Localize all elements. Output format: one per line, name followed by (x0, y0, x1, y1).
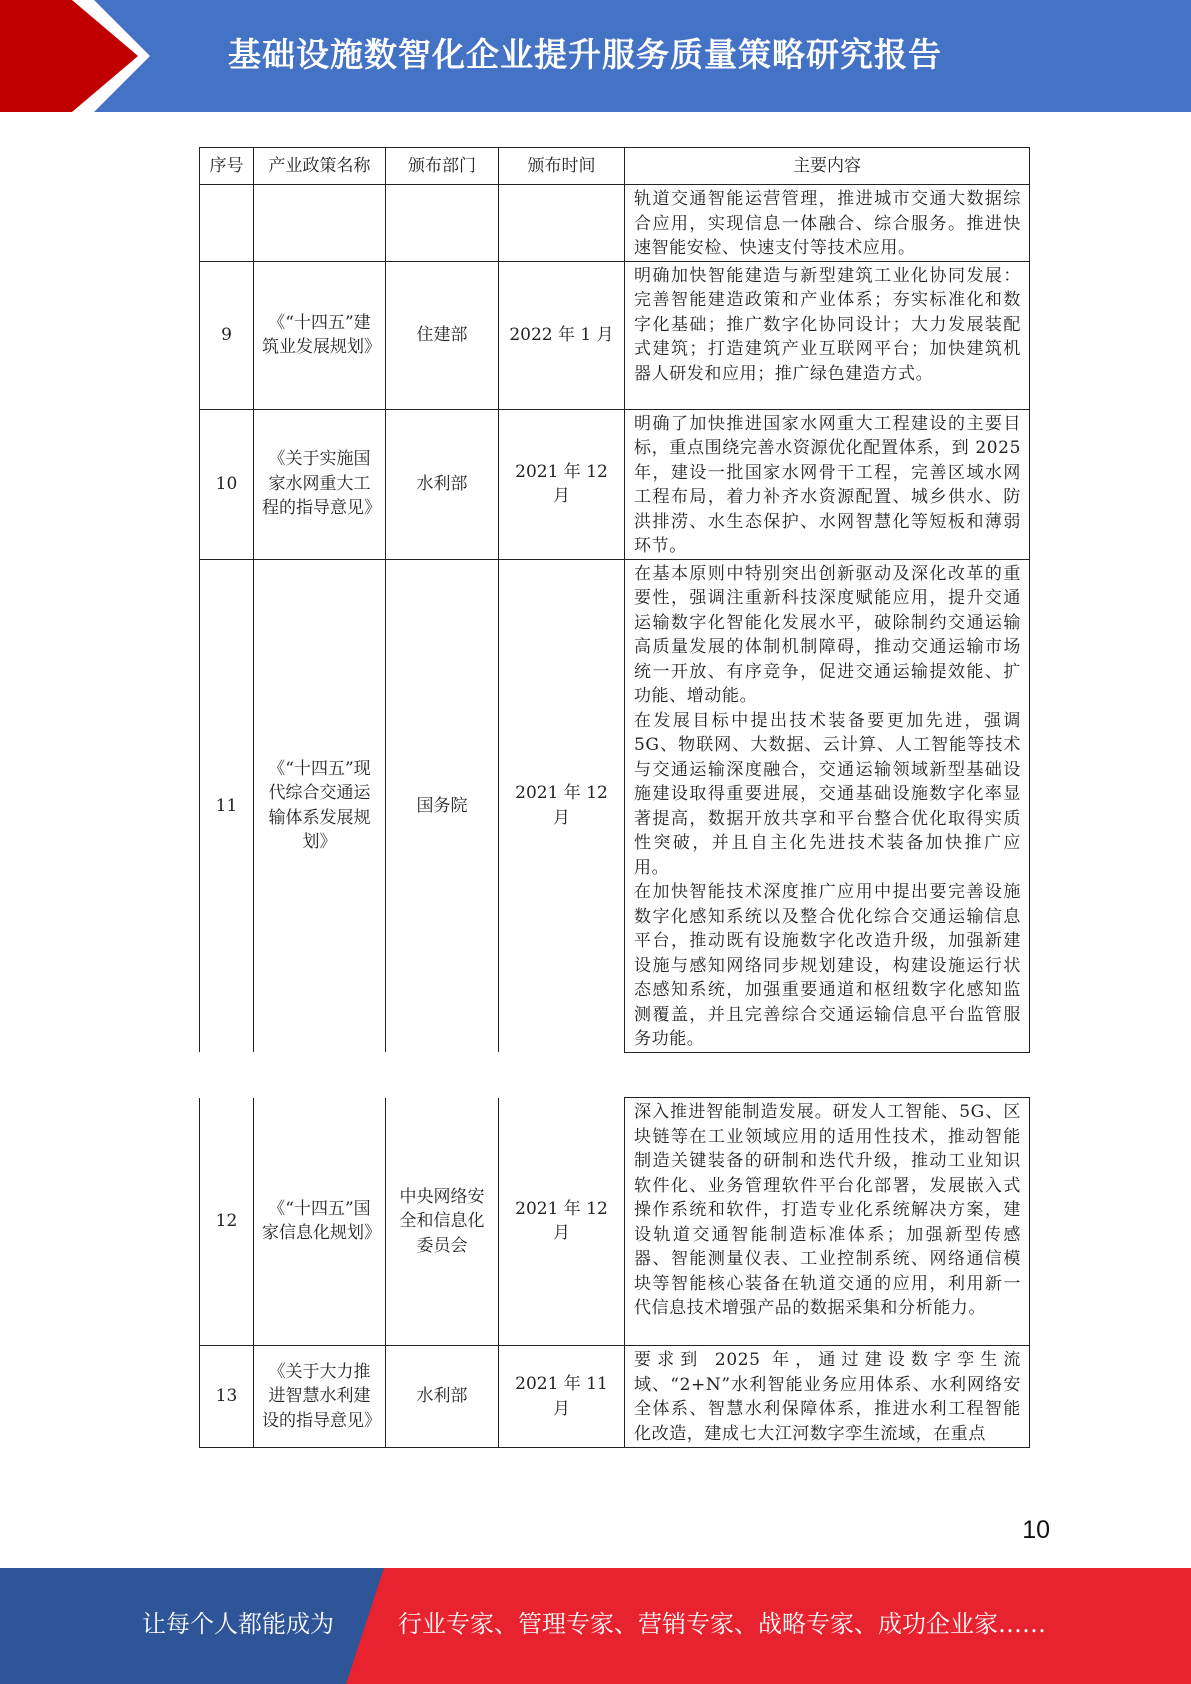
footer-banner (0, 1568, 1191, 1684)
row-dept: 水利部 (386, 409, 499, 559)
row-no: 13 (200, 1346, 254, 1448)
row-dept: 中央网络安全和信息化委员会 (386, 1098, 499, 1346)
footer-slogan-left: 让每个人都能成为 (142, 1610, 334, 1638)
row-no (200, 185, 254, 262)
row-dept: 水利部 (386, 1346, 499, 1448)
policy-table-part-1 (199, 147, 1030, 1053)
row-policy-name (254, 185, 386, 262)
column-header-name: 产业政策名称 (254, 148, 386, 185)
row-dept (386, 185, 499, 262)
row-policy-name: 《关于实施国家水网重大工程的指导意见》 (254, 409, 386, 559)
table-row (200, 185, 1030, 262)
table-header-row (200, 148, 1030, 185)
column-header-content: 主要内容 (625, 148, 1030, 185)
policy-table-part-2 (199, 1097, 1030, 1448)
content-paragraph: 在发展目标中提出技术装备要更加先进，强调5G、物联网、大数据、云计算、人工智能等技术与交通运输深度融合，交通运输领域新型基础设施建设取得重要进展，交通基础设施数字化率显著提高，数据开放共享和平台整合优化取得实质性突破，并且自主化先进技术装备加快推广应用。 (634, 710, 1021, 878)
row-date: 2022 年 1 月 (499, 261, 625, 409)
content-paragraph: 在加快智能技术深度推广应用中提出要完善设施数字化感知系统以及整合优化综合交通运输信息平台，推动既有设施数字化改造升级，加强新建设施与感知网络同步规划建设，构建设施运行状态感知系统，加强重要通道和枢纽数字化感知监测覆盖，并且完善综合交通运输信息平台监管服务功能。 (634, 882, 1021, 1049)
header-banner (0, 0, 1191, 112)
table-row (200, 409, 1030, 559)
table-row (200, 1346, 1030, 1448)
row-date: 2021 年 12 月 (499, 409, 625, 559)
row-no: 11 (200, 559, 254, 1052)
content-paragraph: 在基本原则中特别突出创新驱动及深化改革的重要性，强调注重新科技深度赋能应用，提升交通运输数字化智能化发展水平，破除制约交通运输高质量发展的体制机制障碍，推动交通运输市场统一开放、有序竞争，促进交通运输提效能、扩功能、增动能。 (634, 563, 1021, 706)
footer-slogan-right: 行业专家、管理专家、营销专家、战略专家、成功企业家…… (398, 1610, 1046, 1638)
row-content (625, 559, 1030, 1052)
row-dept: 住建部 (386, 261, 499, 409)
table-row (200, 261, 1030, 409)
table-row (200, 559, 1030, 1052)
header-arrow-red (0, 0, 138, 112)
row-no: 10 (200, 409, 254, 559)
row-policy-name: 《“十四五”国家信息化规划》 (254, 1098, 386, 1346)
column-header-date: 颁布时间 (499, 148, 625, 185)
row-content: 轨道交通智能运营管理，推进城市交通大数据综合应用，实现信息一体融合、综合服务。推进快速智能安检、快速支付等技术应用。 (625, 185, 1030, 262)
row-date: 2021 年 11 月 (499, 1346, 625, 1448)
page-number: 10 (1022, 1516, 1050, 1544)
row-no: 12 (200, 1098, 254, 1346)
column-header-no: 序号 (200, 148, 254, 185)
table-row (200, 1098, 1030, 1346)
row-policy-name: 《“十四五”建筑业发展规划》 (254, 261, 386, 409)
report-title: 基础设施数智化企业提升服务质量策略研究报告 (228, 35, 942, 74)
row-no: 9 (200, 261, 254, 409)
row-content: 明确加快智能建造与新型建筑工业化协同发展：完善智能建造政策和产业体系；夯实标准化和数字化基础；推广数字化协同设计；大力发展装配式建筑；打造建筑产业互联网平台；加快建筑机器人研发和应用；推广绿色建造方式。 (625, 261, 1030, 409)
row-policy-name: 《关于大力推进智慧水利建设的指导意见》 (254, 1346, 386, 1448)
row-content: 要求到 2025 年，通过建设数字孪生流域、“2+N”水利智能业务应用体系、水利网络安全体系、智慧水利保障体系，推进水利工程智能化改造，建成七大江河数字孪生流域，在重点 (625, 1346, 1030, 1448)
row-dept: 国务院 (386, 559, 499, 1052)
row-date: 2021 年 12 月 (499, 1098, 625, 1346)
row-date (499, 185, 625, 262)
row-date: 2021 年 12 月 (499, 559, 625, 1052)
row-content: 明确了加快推进国家水网重大工程建设的主要目标，重点围绕完善水资源优化配置体系，到 2025 年，建设一批国家水网骨干工程，完善区域水网工程布局，着力补齐水资源配置、城乡供水、防洪排涝、水生态保护、水网智慧化等短板和薄弱环节。 (625, 409, 1030, 559)
column-header-dept: 颁布部门 (386, 148, 499, 185)
row-content: 深入推进智能制造发展。研发人工智能、5G、区块链等在工业领域应用的适用性技术，推动智能制造关键装备的研制和迭代升级，推动工业知识软件化、业务管理软件平台化部署，发展嵌入式操作系统和软件，打造专业化系统解决方案，建设轨道交通智能制造标准体系；加强新型传感器、智能测量仪表、工业控制系统、网络通信模块等智能核心装备在轨道交通的应用，利用新一代信息技术增强产品的数据采集和分析能力。 (625, 1098, 1030, 1346)
row-policy-name: 《“十四五”现代综合交通运输体系发展规划》 (254, 559, 386, 1052)
